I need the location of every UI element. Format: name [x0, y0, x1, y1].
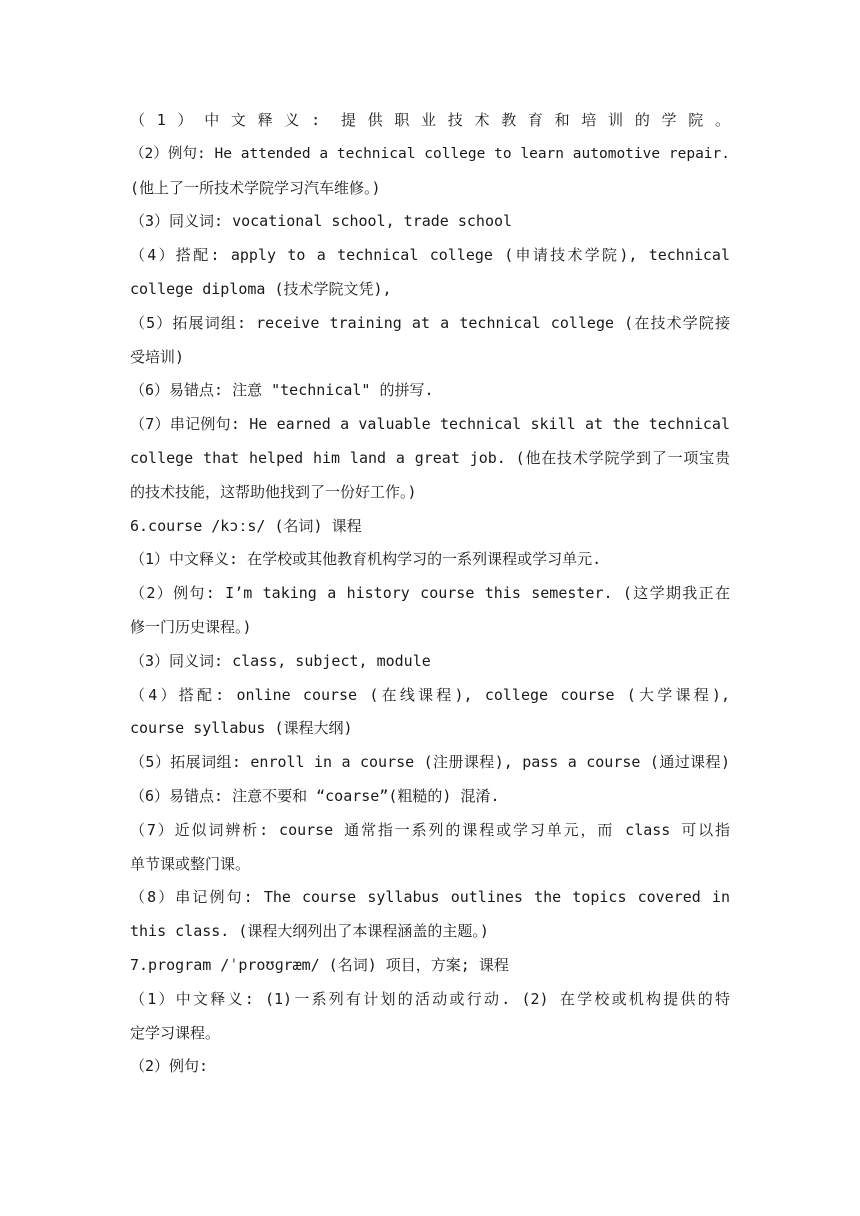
text-line: （2）例句: [130, 1057, 209, 1076]
text-line: this class. (课程大纲列出了本课程涵盖的主题。) [130, 922, 489, 941]
entry-heading: 6.course /kɔːs/ (名词) 课程 [130, 516, 362, 535]
text-line: 受培训) [130, 347, 185, 366]
text-line: （7）近似词辨析: course 通常指一系列的课程或学习单元，而 class 可以指 [130, 820, 730, 839]
text-line: （6）易错点: 注意 "technical" 的拼写. [130, 381, 434, 400]
text-line: （4）搭配: online course (在线课程), college course (大学课程), [130, 685, 730, 704]
text-line: （8）串记例句: The course syllabus outlines the topics covered in [130, 888, 730, 907]
text-line: college that helped him land a great job. (他在技术学院学到了一项宝贵 [130, 448, 730, 467]
text-line: （3）同义词: class, subject, module [130, 651, 431, 670]
text-line: （2）例句: He attended a technical college to learn automotive repair. [130, 145, 730, 162]
text-line: 的技术技能，这帮助他找到了一份好工作。) [130, 482, 417, 501]
text-line: （3）同义词: vocational school, trade school [130, 212, 513, 231]
document-page [130, 104, 730, 1084]
text-line: （4）搭配: apply to a technical college (申请技术学院), technical [130, 246, 730, 265]
text-line: (他上了一所技术学院学习汽车维修。) [130, 178, 381, 197]
text-line: （5）拓展词组: receive training at a technical college (在技术学院接 [130, 313, 730, 332]
text-line: （7）串记例句: He earned a valuable technical skill at the technical [130, 415, 730, 434]
text-line: （2）例句: I’m taking a history course this semester. (这学期我正在 [130, 584, 730, 603]
text-line: course syllabus (课程大纲) [130, 719, 353, 738]
text-line: （5）拓展词组: enroll in a course (注册课程), pass a course (通过课程) [130, 753, 730, 772]
text-line: 单节课或整门课。 [130, 854, 251, 873]
text-line: （1）中文释义: 在学校或其他教育机构学习的一系列课程或学习单元. [130, 550, 602, 569]
entry-heading: 7.program /ˈproʊɡræm/ (名词) 项目，方案; 课程 [130, 955, 509, 974]
text-line: （1）中文释义: (1)一系列有计划的活动或行动. (2) 在学校或机构提供的特 [130, 989, 730, 1008]
text-line: college diploma (技术学院文凭), [130, 279, 392, 298]
text-line: （1）中文释义: 提供职业技术教育和培训的学院。 [130, 111, 730, 129]
text-line: 定学习课程。 [130, 1023, 221, 1042]
text-line: （6）易错点: 注意不要和 “coarse”(粗糙的) 混淆. [130, 786, 500, 805]
text-line: 修一门历史课程。) [130, 617, 252, 636]
